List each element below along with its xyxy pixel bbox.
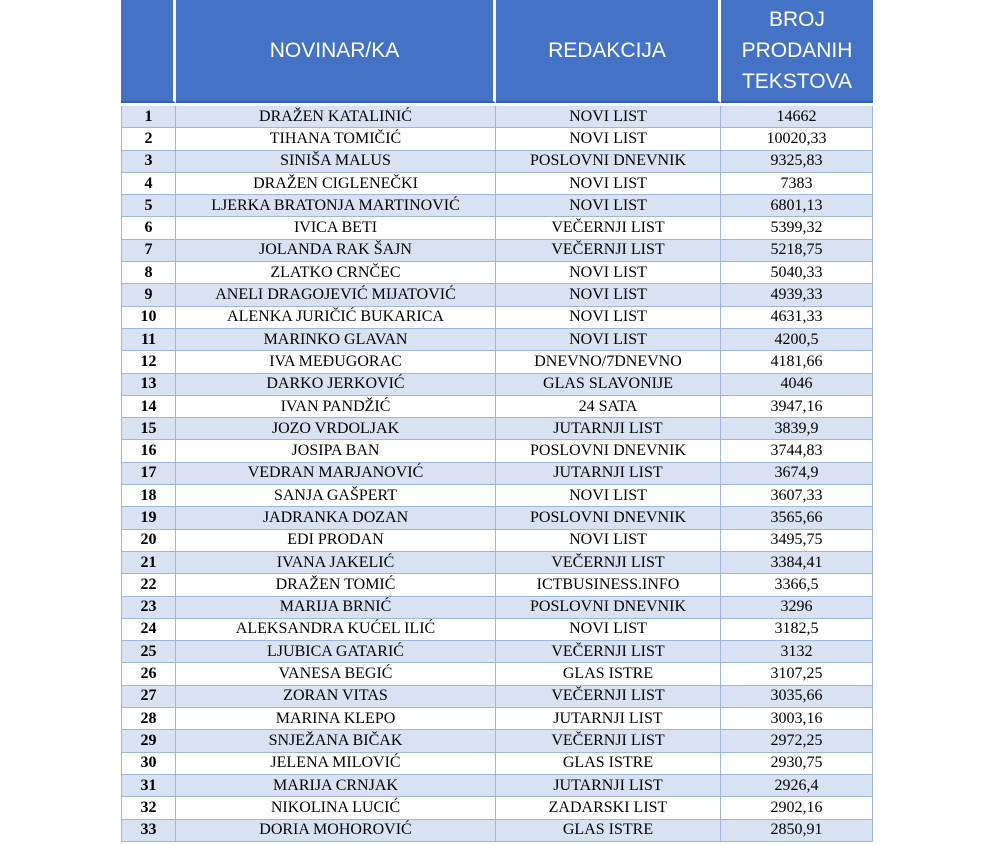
broj-cell: 9325,83 bbox=[721, 151, 873, 173]
redakcija-cell: GLAS ISTRE bbox=[496, 820, 721, 842]
novinar-cell: ZLATKO CRNČEC bbox=[176, 262, 496, 284]
redakcija-cell: GLAS ISTRE bbox=[496, 753, 721, 775]
novinar-cell: DORIA MOHOROVIĆ bbox=[176, 820, 496, 842]
novinar-cell: MARIJA BRNIĆ bbox=[176, 597, 496, 619]
table-row bbox=[121, 485, 873, 507]
novinar-cell: JOLANDA RAK ŠAJN bbox=[176, 240, 496, 262]
redakcija-cell: NOVI LIST bbox=[496, 485, 721, 507]
broj-cell: 7383 bbox=[721, 173, 873, 195]
rank-cell: 33 bbox=[121, 820, 176, 842]
column-header-rank bbox=[121, 0, 176, 103]
redakcija-cell: NOVI LIST bbox=[496, 195, 721, 217]
broj-cell: 3003,16 bbox=[721, 708, 873, 730]
novinar-cell: MARINA KLEPO bbox=[176, 708, 496, 730]
redakcija-cell: VEČERNJI LIST bbox=[496, 730, 721, 752]
redakcija-cell: ZADARSKI LIST bbox=[496, 797, 721, 819]
novinar-cell: TIHANA TOMIČIĆ bbox=[176, 128, 496, 150]
novinar-cell: IVAN PANDŽIĆ bbox=[176, 396, 496, 418]
rank-cell: 4 bbox=[121, 173, 176, 195]
table-row bbox=[121, 440, 873, 462]
redakcija-cell: JUTARNJI LIST bbox=[496, 708, 721, 730]
novinar-cell: VEDRAN MARJANOVIĆ bbox=[176, 463, 496, 485]
table-row bbox=[121, 173, 873, 195]
table-row bbox=[121, 663, 873, 685]
novinar-cell: ALEKSANDRA KUĆEL ILIĆ bbox=[176, 619, 496, 641]
rank-cell: 1 bbox=[121, 106, 176, 128]
table-row bbox=[121, 730, 873, 752]
broj-cell: 3607,33 bbox=[721, 485, 873, 507]
novinar-cell: ALENKA JURIČIĆ BUKARICA bbox=[176, 307, 496, 329]
novinar-cell: ZORAN VITAS bbox=[176, 686, 496, 708]
table-row bbox=[121, 463, 873, 485]
rank-cell: 31 bbox=[121, 775, 176, 797]
redakcija-cell: NOVI LIST bbox=[496, 307, 721, 329]
broj-cell: 3107,25 bbox=[721, 663, 873, 685]
rank-cell: 28 bbox=[121, 708, 176, 730]
table-row bbox=[121, 753, 873, 775]
redakcija-cell: NOVI LIST bbox=[496, 530, 721, 552]
broj-cell: 4631,33 bbox=[721, 307, 873, 329]
rank-cell: 3 bbox=[121, 151, 176, 173]
broj-cell: 3384,41 bbox=[721, 552, 873, 574]
broj-cell: 3839,9 bbox=[721, 418, 873, 440]
broj-cell: 2926,4 bbox=[721, 775, 873, 797]
broj-cell: 4939,33 bbox=[721, 284, 873, 306]
broj-cell: 3182,5 bbox=[721, 619, 873, 641]
broj-cell: 5399,32 bbox=[721, 217, 873, 239]
rank-cell: 19 bbox=[121, 507, 176, 529]
broj-cell: 4200,5 bbox=[721, 329, 873, 351]
redakcija-cell: VEČERNJI LIST bbox=[496, 217, 721, 239]
rank-cell: 23 bbox=[121, 597, 176, 619]
novinar-cell: SNJEŽANA BIČAK bbox=[176, 730, 496, 752]
table-row bbox=[121, 307, 873, 329]
novinar-cell: IVICA BETI bbox=[176, 217, 496, 239]
redakcija-cell: JUTARNJI LIST bbox=[496, 418, 721, 440]
table-row bbox=[121, 284, 873, 306]
novinar-cell: IVANA JAKELIĆ bbox=[176, 552, 496, 574]
column-header-redakcija: REDAKCIJA bbox=[496, 0, 721, 103]
rank-cell: 20 bbox=[121, 530, 176, 552]
redakcija-cell: VEČERNJI LIST bbox=[496, 552, 721, 574]
table-row bbox=[121, 217, 873, 239]
novinar-cell: DRAŽEN CIGLENEČKI bbox=[176, 173, 496, 195]
rank-cell: 26 bbox=[121, 663, 176, 685]
rank-cell: 22 bbox=[121, 574, 176, 596]
redakcija-cell: GLAS ISTRE bbox=[496, 663, 721, 685]
redakcija-cell: VEČERNJI LIST bbox=[496, 240, 721, 262]
rank-cell: 10 bbox=[121, 307, 176, 329]
broj-cell: 3132 bbox=[721, 641, 873, 663]
table-row bbox=[121, 530, 873, 552]
table-row bbox=[121, 574, 873, 596]
table-row bbox=[121, 262, 873, 284]
rank-cell: 18 bbox=[121, 485, 176, 507]
redakcija-cell: 24 SATA bbox=[496, 396, 721, 418]
novinar-cell: JADRANKA DOZAN bbox=[176, 507, 496, 529]
table-row bbox=[121, 351, 873, 373]
rank-cell: 13 bbox=[121, 374, 176, 396]
novinar-cell: JELENA MILOVIĆ bbox=[176, 753, 496, 775]
rank-cell: 9 bbox=[121, 284, 176, 306]
table-row bbox=[121, 619, 873, 641]
novinar-cell: VANESA BEGIĆ bbox=[176, 663, 496, 685]
novinar-cell: JOZO VRDOLJAK bbox=[176, 418, 496, 440]
rank-cell: 27 bbox=[121, 686, 176, 708]
novinar-cell: SANJA GAŠPERT bbox=[176, 485, 496, 507]
redakcija-cell: JUTARNJI LIST bbox=[496, 775, 721, 797]
rank-cell: 17 bbox=[121, 463, 176, 485]
rank-cell: 14 bbox=[121, 396, 176, 418]
rank-cell: 5 bbox=[121, 195, 176, 217]
redakcija-cell: VEČERNJI LIST bbox=[496, 686, 721, 708]
novinar-cell: DRAŽEN TOMIĆ bbox=[176, 574, 496, 596]
redakcija-cell: NOVI LIST bbox=[496, 619, 721, 641]
column-header-broj-prodanih-tekstova: BROJ PRODANIH TEKSTOVA bbox=[721, 0, 873, 103]
table-row bbox=[121, 106, 873, 128]
table-row bbox=[121, 775, 873, 797]
broj-cell: 4046 bbox=[721, 374, 873, 396]
table-row bbox=[121, 820, 873, 842]
redakcija-cell: NOVI LIST bbox=[496, 106, 721, 128]
table-row bbox=[121, 597, 873, 619]
journalist-ranking-table bbox=[121, 0, 873, 842]
broj-cell: 3744,83 bbox=[721, 440, 873, 462]
table-row bbox=[121, 641, 873, 663]
broj-cell: 3366,5 bbox=[721, 574, 873, 596]
rank-cell: 25 bbox=[121, 641, 176, 663]
broj-cell: 2930,75 bbox=[721, 753, 873, 775]
novinar-cell: LJUBICA GATARIĆ bbox=[176, 641, 496, 663]
broj-cell: 5218,75 bbox=[721, 240, 873, 262]
rank-cell: 12 bbox=[121, 351, 176, 373]
table-row bbox=[121, 552, 873, 574]
table-row bbox=[121, 195, 873, 217]
table-row bbox=[121, 374, 873, 396]
redakcija-cell: ICTBUSINESS.INFO bbox=[496, 574, 721, 596]
redakcija-cell: NOVI LIST bbox=[496, 262, 721, 284]
novinar-cell: EDI PRODAN bbox=[176, 530, 496, 552]
broj-cell: 3495,75 bbox=[721, 530, 873, 552]
redakcija-cell: VEČERNJI LIST bbox=[496, 641, 721, 663]
table-row bbox=[121, 708, 873, 730]
table-row bbox=[121, 797, 873, 819]
novinar-cell: SINIŠA MALUS bbox=[176, 151, 496, 173]
table-row bbox=[121, 418, 873, 440]
rank-cell: 30 bbox=[121, 753, 176, 775]
rank-cell: 6 bbox=[121, 217, 176, 239]
redakcija-cell: NOVI LIST bbox=[496, 284, 721, 306]
table-header-row bbox=[121, 0, 873, 103]
broj-cell: 2902,16 bbox=[721, 797, 873, 819]
broj-cell: 3296 bbox=[721, 597, 873, 619]
rank-cell: 2 bbox=[121, 128, 176, 150]
rank-cell: 11 bbox=[121, 329, 176, 351]
table-row bbox=[121, 240, 873, 262]
table-row bbox=[121, 686, 873, 708]
novinar-cell: NIKOLINA LUCIĆ bbox=[176, 797, 496, 819]
broj-cell: 6801,13 bbox=[721, 195, 873, 217]
novinar-cell: MARINKO GLAVAN bbox=[176, 329, 496, 351]
table-row bbox=[121, 329, 873, 351]
broj-cell: 3674,9 bbox=[721, 463, 873, 485]
redakcija-cell: NOVI LIST bbox=[496, 173, 721, 195]
broj-cell: 2972,25 bbox=[721, 730, 873, 752]
novinar-cell: DRAŽEN KATALINIĆ bbox=[176, 106, 496, 128]
novinar-cell: JOSIPA BAN bbox=[176, 440, 496, 462]
redakcija-cell: GLAS SLAVONIJE bbox=[496, 374, 721, 396]
redakcija-cell: POSLOVNI DNEVNIK bbox=[496, 151, 721, 173]
rank-cell: 16 bbox=[121, 440, 176, 462]
rank-cell: 21 bbox=[121, 552, 176, 574]
rank-cell: 15 bbox=[121, 418, 176, 440]
rank-cell: 24 bbox=[121, 619, 176, 641]
novinar-cell: IVA MEĐUGORAC bbox=[176, 351, 496, 373]
table-row bbox=[121, 396, 873, 418]
novinar-cell: MARIJA CRNJAK bbox=[176, 775, 496, 797]
broj-cell: 5040,33 bbox=[721, 262, 873, 284]
redakcija-cell: POSLOVNI DNEVNIK bbox=[496, 440, 721, 462]
broj-cell: 14662 bbox=[721, 106, 873, 128]
novinar-cell: ANELI DRAGOJEVIĆ MIJATOVIĆ bbox=[176, 284, 496, 306]
redakcija-cell: NOVI LIST bbox=[496, 329, 721, 351]
rank-cell: 29 bbox=[121, 730, 176, 752]
novinar-cell: DARKO JERKOVIĆ bbox=[176, 374, 496, 396]
table-body bbox=[121, 106, 873, 842]
rank-cell: 8 bbox=[121, 262, 176, 284]
novinar-cell: LJERKA BRATONJA MARTINOVIĆ bbox=[176, 195, 496, 217]
table-row bbox=[121, 151, 873, 173]
broj-cell: 10020,33 bbox=[721, 128, 873, 150]
broj-cell: 3565,66 bbox=[721, 507, 873, 529]
broj-cell: 2850,91 bbox=[721, 820, 873, 842]
broj-cell: 3035,66 bbox=[721, 686, 873, 708]
redakcija-cell: POSLOVNI DNEVNIK bbox=[496, 507, 721, 529]
column-header-novinar: NOVINAR/KA bbox=[176, 0, 496, 103]
broj-cell: 3947,16 bbox=[721, 396, 873, 418]
redakcija-cell: JUTARNJI LIST bbox=[496, 463, 721, 485]
redakcija-cell: POSLOVNI DNEVNIK bbox=[496, 597, 721, 619]
table-row bbox=[121, 128, 873, 150]
redakcija-cell: NOVI LIST bbox=[496, 128, 721, 150]
broj-cell: 4181,66 bbox=[721, 351, 873, 373]
redakcija-cell: DNEVNO/7DNEVNO bbox=[496, 351, 721, 373]
rank-cell: 7 bbox=[121, 240, 176, 262]
rank-cell: 32 bbox=[121, 797, 176, 819]
table-row bbox=[121, 507, 873, 529]
